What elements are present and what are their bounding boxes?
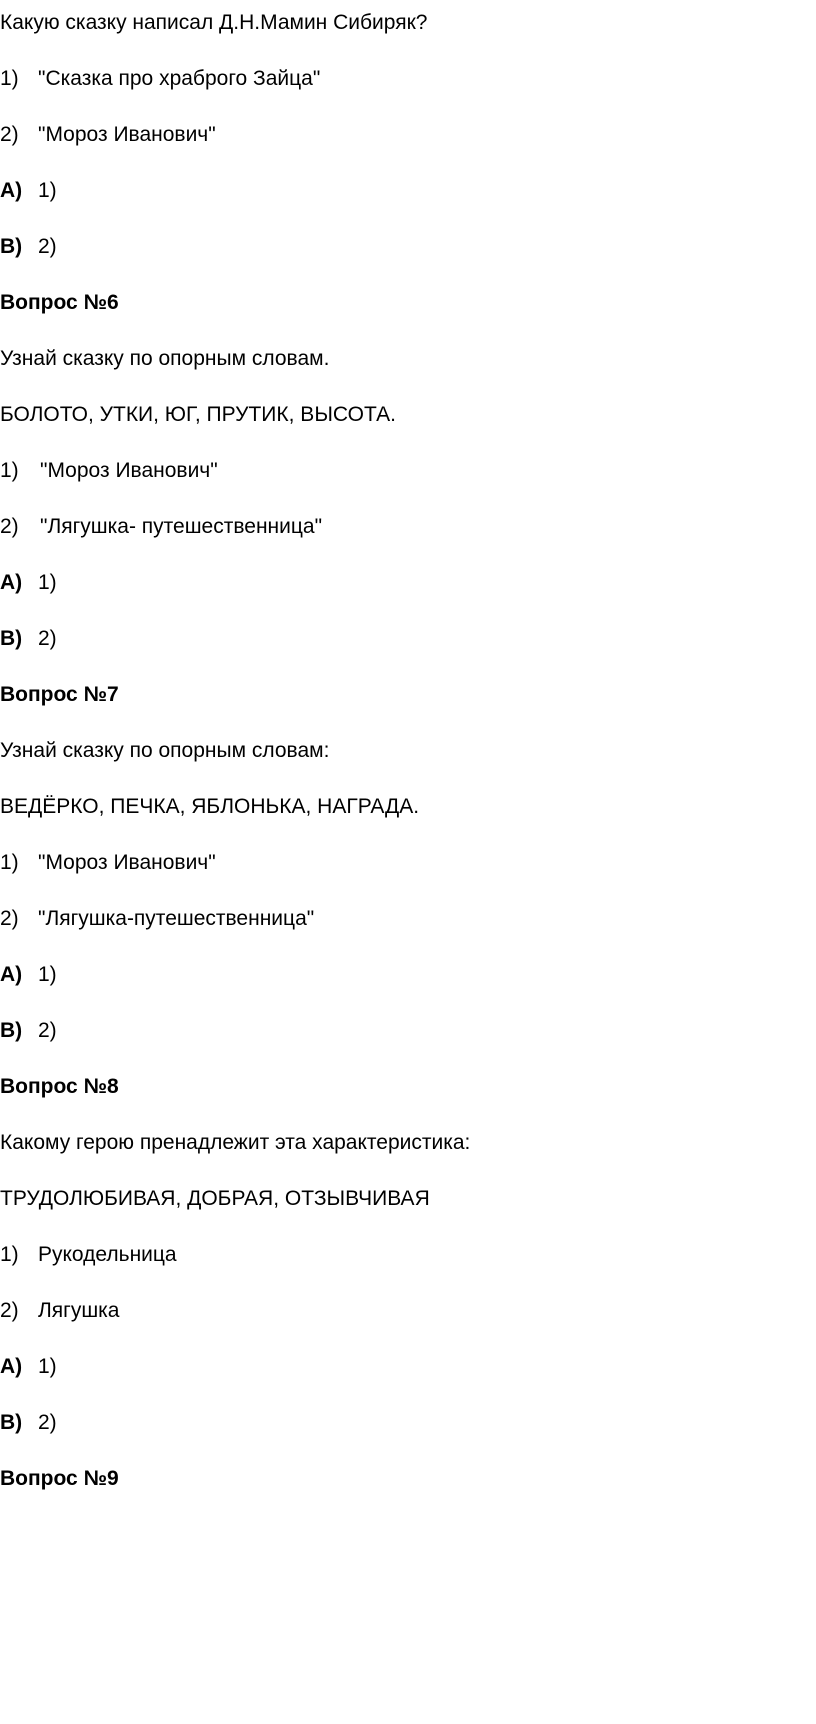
option-text: Лягушка (38, 1299, 120, 1322)
question-7-keywords: ВЕДЁРКО, ПЕЧКА, ЯБЛОНЬКА, НАГРАДА. (0, 795, 420, 818)
question-5-answer-a (0, 178, 57, 204)
answer-letter: В) (0, 235, 23, 258)
question-6-heading: Вопрос №6 (0, 291, 119, 314)
question-7-text: Узнай сказку по опорным словам: (0, 739, 330, 762)
answer-letter: В) (0, 1019, 23, 1042)
option-number: 1) (0, 459, 19, 482)
option-number: 1) (0, 67, 19, 90)
answer-letter: А) (0, 1355, 23, 1378)
option-number: 2) (0, 1299, 19, 1322)
question-8-answer-b (0, 1410, 57, 1436)
question-9-heading: Вопрос №9 (0, 1467, 119, 1490)
answer-letter: А) (0, 179, 23, 202)
option-number: 1) (0, 851, 19, 874)
answer-letter: В) (0, 1411, 23, 1434)
answer-value: 2) (38, 1019, 57, 1042)
option-number: 2) (0, 907, 19, 930)
answer-value: 1) (38, 179, 57, 202)
answer-letter: А) (0, 963, 23, 986)
question-6-answer-b (0, 626, 57, 652)
question-6-keywords: БОЛОТО, УТКИ, ЮГ, ПРУТИК, ВЫСОТА. (0, 403, 396, 426)
question-5-text: Какую сказку написал Д.Н.Мамин Сибиряк? (0, 11, 428, 34)
question-6-option-1 (0, 458, 218, 484)
question-7-option-2 (0, 906, 314, 932)
option-number: 2) (0, 515, 19, 538)
answer-value: 1) (38, 1355, 57, 1378)
question-6-answer-a (0, 570, 57, 596)
answer-value: 1) (38, 963, 57, 986)
option-text: "Лягушка-путешественница" (38, 907, 315, 930)
question-7-option-1 (0, 850, 216, 876)
question-8-answer-a (0, 1354, 57, 1380)
question-8-option-1 (0, 1242, 177, 1268)
option-number: 1) (0, 1243, 19, 1266)
question-6-text: Узнай сказку по опорным словам. (0, 347, 330, 370)
option-text: "Лягушка- путешественница" (40, 515, 323, 538)
answer-value: 2) (38, 235, 57, 258)
question-5-answer-b (0, 234, 57, 260)
question-5-option-2 (0, 122, 216, 148)
question-8-option-2 (0, 1298, 120, 1324)
option-text: "Мороз Иванович" (38, 851, 216, 874)
question-8-heading: Вопрос №8 (0, 1075, 119, 1098)
option-text: Рукодельница (38, 1243, 177, 1266)
question-8-keywords: ТРУДОЛЮБИВАЯ, ДОБРАЯ, ОТЗЫВЧИВАЯ (0, 1187, 430, 1210)
answer-value: 1) (38, 571, 57, 594)
question-8-text: Какому герою пренадлежит эта характеристика: (0, 1131, 471, 1154)
answer-value: 2) (38, 627, 57, 650)
answer-value: 2) (38, 1411, 57, 1434)
option-text: "Сказка про храброго Зайца" (38, 67, 321, 90)
question-7-answer-a (0, 962, 57, 988)
option-text: "Мороз Иванович" (38, 123, 216, 146)
answer-letter: А) (0, 571, 23, 594)
answer-letter: В) (0, 627, 23, 650)
question-6-option-2 (0, 514, 322, 540)
question-5-option-1 (0, 66, 320, 92)
question-7-heading: Вопрос №7 (0, 683, 119, 706)
question-7-answer-b (0, 1018, 57, 1044)
option-text: "Мороз Иванович" (40, 459, 218, 482)
option-number: 2) (0, 123, 19, 146)
